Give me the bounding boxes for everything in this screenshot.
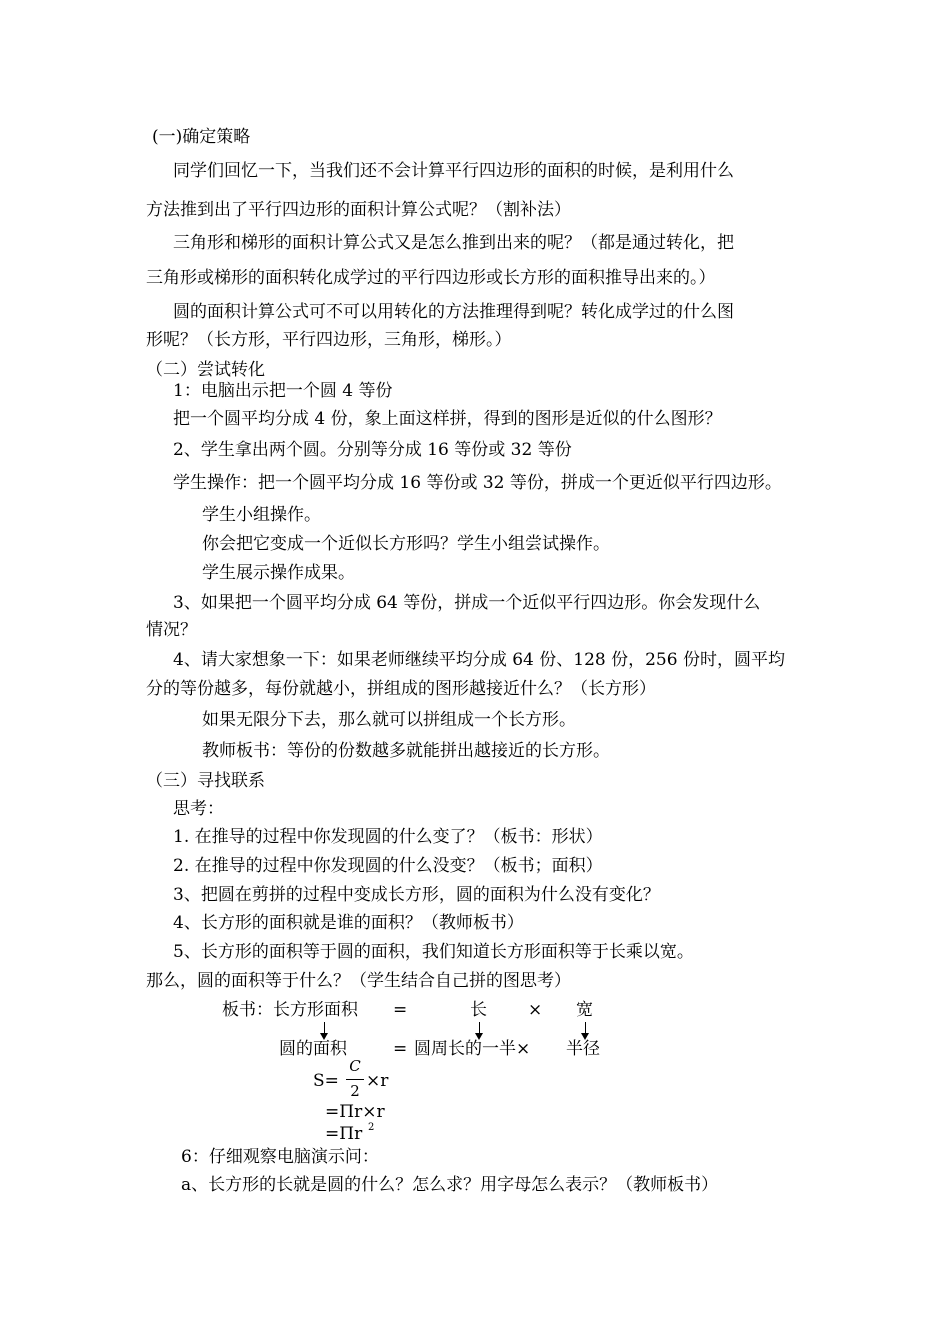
down-arrow-icon <box>324 1022 325 1034</box>
down-arrow-icon <box>585 1022 586 1034</box>
area-symbol: S= <box>313 1071 339 1091</box>
paragraph-text: 3、如果把一个圆平均分成 64 等份，拼成一个近似平行四边形。你会发现什么 <box>173 593 761 613</box>
paragraph-text: 1：电脑出示把一个圆 4 等份 <box>173 381 393 401</box>
formula-step: =Πr×r <box>325 1102 385 1122</box>
paragraph-text: 学生操作：把一个圆平均分成 16 等份或 32 等份，拼成一个更近似平行四边形。 <box>173 473 782 493</box>
paragraph-text: 学生小组操作。 <box>202 505 321 525</box>
paragraph-text: 三角形和梯形的面积计算公式又是怎么推到出来的呢？（都是通过转化，把 <box>173 233 734 253</box>
section-2-title: （二）尝试转化 <box>146 360 265 380</box>
fraction-denominator: 2 <box>350 1082 360 1100</box>
paragraph-text: 情况？ <box>146 620 197 640</box>
paragraph-text: 4、请大家想象一下：如果老师继续平均分成 64 份、128 份，256 份时，圆平均 <box>173 650 785 670</box>
down-arrow-icon <box>479 1022 480 1034</box>
paragraph-text: 6：仔细观察电脑演示问： <box>181 1147 379 1167</box>
fraction-bar <box>346 1079 364 1080</box>
paragraph-text: 如果无限分下去，那么就可以拼组成一个长方形。 <box>202 710 576 730</box>
circle-area-term: 圆的面积 <box>279 1039 347 1059</box>
section-1-title: (一)确定策略 <box>152 127 251 147</box>
paragraph-text: 把一个圆平均分成 4 份，象上面这样拼，得到的图形是近似的什么图形？ <box>173 409 722 429</box>
paragraph-text: a、长方形的长就是圆的什么？怎么求？用字母怎么表示？（教师板书） <box>181 1175 719 1195</box>
section-3-title: （三）寻找联系 <box>146 771 265 791</box>
times-sign: × <box>528 1000 543 1020</box>
paragraph-text: 三角形或梯形的面积转化成学过的平行四边形或长方形的面积推导出来的。） <box>146 268 716 288</box>
half-circumference-term: 圆周长的一半× <box>414 1039 531 1059</box>
width-term: 宽 <box>576 1000 593 1020</box>
exponent: 2 <box>368 1122 375 1133</box>
paragraph-text: 圆的面积计算公式可不可以用转化的方法推理得到呢？转化成学过的什么图 <box>173 302 734 322</box>
paragraph-text: 4、长方形的面积就是谁的面积？（教师板书） <box>173 913 524 933</box>
paragraph-text: 1. 在推导的过程中你发现圆的什么变了？（板书：形状） <box>173 827 603 847</box>
paragraph-text: 学生展示操作成果。 <box>202 563 355 583</box>
fraction-numerator: C <box>349 1057 361 1075</box>
paragraph-text: 方法推到出了平行四边形的面积计算公式呢？（割补法） <box>146 200 571 220</box>
paragraph-text: 2. 在推导的过程中你发现圆的什么没变？（板书；面积） <box>173 856 603 876</box>
radius-term: 半径 <box>566 1039 600 1059</box>
paragraph-text: 5、长方形的面积等于圆的面积，我们知道长方形面积等于长乘以宽。 <box>173 942 694 962</box>
paragraph-text: 2、学生拿出两个圆。分别等分成 16 等份或 32 等份 <box>173 440 572 460</box>
paragraph-text: 形呢？（长方形，平行四边形，三角形，梯形。） <box>146 330 512 350</box>
formula-result: =Πr <box>325 1124 363 1144</box>
length-term: 长 <box>470 1000 487 1020</box>
paragraph-text: 同学们回忆一下，当我们还不会计算平行四边形的面积的时候，是利用什么 <box>173 161 734 181</box>
paragraph-text: 分的等份越多，每份就越小，拼组成的图形越接近什么？（长方形） <box>146 679 656 699</box>
board-label: 板书：长方形面积 <box>222 1000 358 1020</box>
equals-sign: = <box>393 1000 408 1020</box>
times-r-term: ×r <box>366 1071 389 1091</box>
paragraph-text: 那么，圆的面积等于什么？（学生结合自己拼的图思考） <box>146 971 571 991</box>
paragraph-text: 你会把它变成一个近似长方形吗？学生小组尝试操作。 <box>202 534 610 554</box>
equals-sign: = <box>393 1039 408 1059</box>
paragraph-text: 思考： <box>173 799 224 819</box>
paragraph-text: 教师板书：等份的份数越多就能拼出越接近的长方形。 <box>202 741 610 761</box>
paragraph-text: 3、把圆在剪拼的过程中变成长方形，圆的面积为什么没有变化？ <box>173 885 660 905</box>
